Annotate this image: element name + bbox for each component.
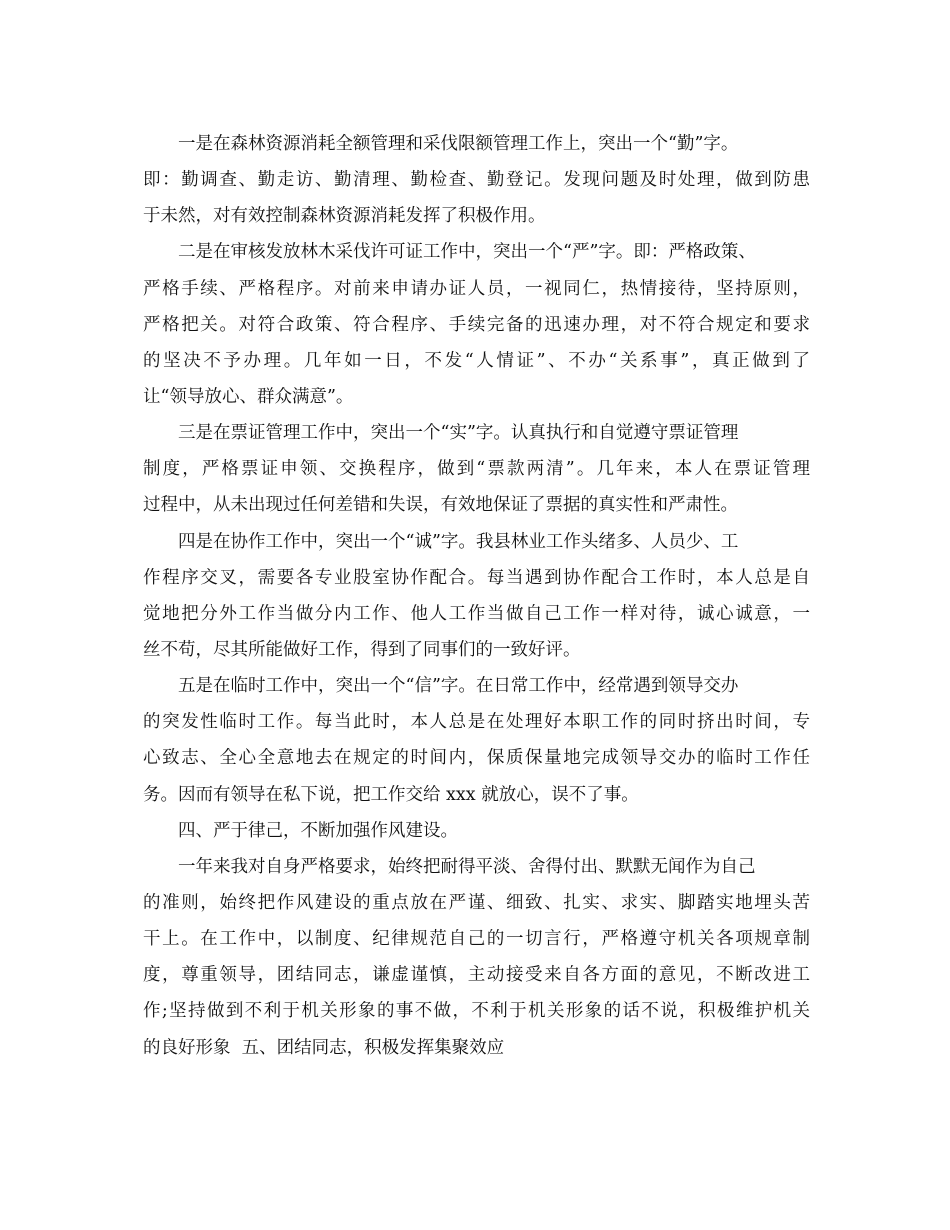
paragraph-line: 的突发性临时工作。每当此时，本人总是在处理好本职工作的同时挤出时间，专 — [143, 712, 810, 733]
paragraph-line: 度，尊重领导，团结同志，谦虚谨慎，主动接受来自各方面的意见，不断改进工 — [143, 965, 810, 986]
paragraph-line: 作;坚持做到不利于机关形象的事不做，不利于机关形象的话不说，积极维护机关 — [143, 1001, 810, 1022]
paragraph-line: 觉地把分外工作当做分内工作、他人工作当做自己工作一样对待，诚心诚意，一 — [143, 603, 810, 624]
paragraph-line: 四是在协作工作中，突出一个“诚”字。我县林业工作头绪多、人员少、工 — [178, 531, 739, 552]
paragraph-line: 于未然，对有效控制森林资源消耗发挥了积极作用。 — [143, 206, 546, 227]
paragraph-line: 二是在审核发放林木采伐许可证工作中，突出一个“严”字。即：严格政策、 — [178, 242, 756, 263]
paragraph-line: 让“领导放心、群众满意”。 — [143, 386, 354, 407]
paragraph-line: 一是在森林资源消耗全额管理和采伐限额管理工作上，突出一个“勤”字。 — [178, 134, 739, 154]
paragraph-line: 严格把关。对符合政策、符合程序、手续完备的迅速办理，对不符合规定和要求 — [143, 314, 810, 335]
paragraph-line: 作程序交叉，需要各专业股室协作配合。每当遇到协作配合工作时，本人总是自 — [143, 567, 810, 588]
paragraph-line: 制度，严格票证申领、交换程序，做到“票款两清”。几年来，本人在票证管理 — [143, 459, 810, 480]
paragraph-line: 的良好形象 五、团结同志，积极发挥集聚效应 — [143, 1037, 505, 1058]
paragraph-line: 一年来我对自身严格要求，始终把耐得平淡、舍得付出、默默无闻作为自己 — [178, 856, 756, 877]
paragraph-line: 过程中，从未出现过任何差错和失误，有效地保证了票据的真实性和严肃性。 — [143, 495, 738, 516]
paragraph-line: 严格手续、严格程序。对前来申请办证人员，一视同仁，热情接待，坚持原则， — [143, 278, 810, 299]
paragraph-line: 五是在临时工作中，突出一个“信”字。在日常工作中，经常遇到领导交办 — [178, 676, 739, 697]
paragraph-line: 即：勤调查、勤走访、勤清理、勤检查、勤登记。发现问题及时处理，做到防患 — [143, 170, 810, 191]
paragraph-line: 的坚决不予办理。几年如一日，不发“人情证”、不办“关系事”，真正做到了 — [143, 350, 810, 371]
paragraph-line: 三是在票证管理工作中，突出一个“实”字。认真执行和自觉遵守票证管理 — [178, 423, 739, 444]
paragraph-line: 丝不苟，尽其所能做好工作，得到了同事们的一致好评。 — [143, 639, 581, 660]
paragraph-line: 务。因而有领导在私下说，把工作交给 xxx 就放心，误不了事。 — [143, 784, 639, 805]
paragraph-line: 的准则，始终把作风建设的重点放在严谨、细致、扎实、求实、脚踏实地埋头苦 — [143, 892, 810, 913]
document-page — [143, 126, 810, 1066]
paragraph-line: 干上。在工作中，以制度、纪律规范自己的一切言行，严格遵守机关各项规章制 — [143, 929, 810, 950]
paragraph-line: 心致志、全心全意地去在规定的时间内，保质保量地完成领导交办的临时工作任 — [143, 748, 810, 769]
section-heading: 四、严于律己，不断加强作风建设。 — [178, 820, 458, 841]
